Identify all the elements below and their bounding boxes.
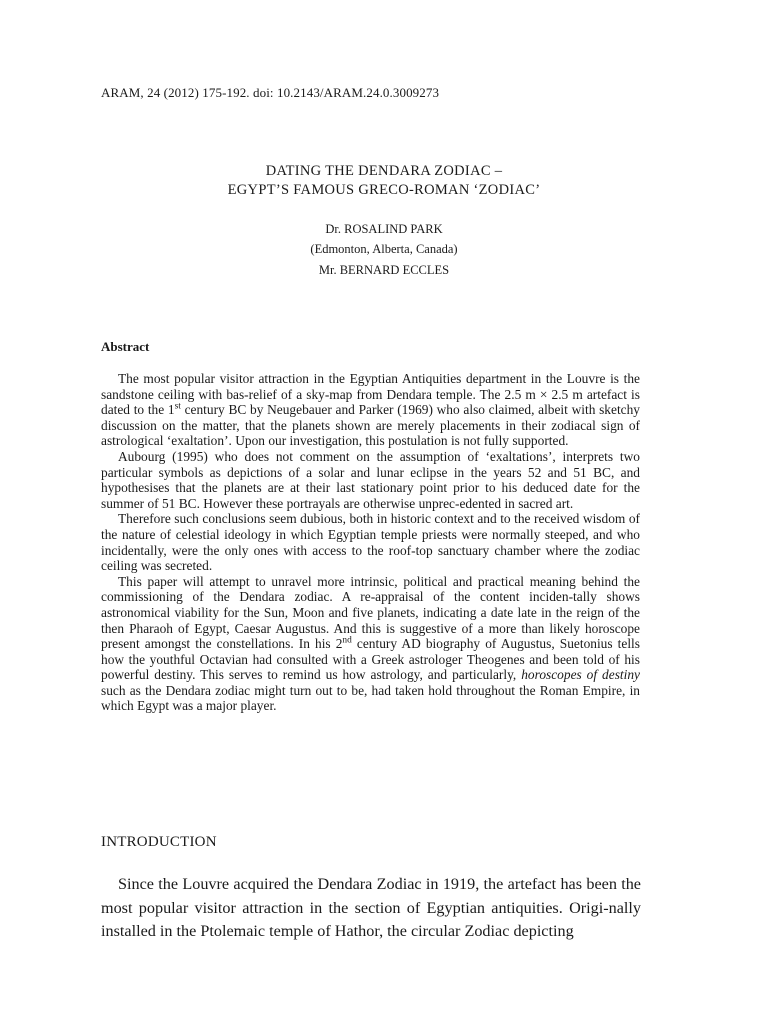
abstract-paragraph-2: Aubourg (1995) who does not comment on the assumption of ‘exaltations’, interprets two particular symbols as depictions of a solar and lunar eclipse in the years 52 and 51 BC, and hypothesises that the planets are at their last stationary point prior to his deduced date for the summer of 51 BC. However these portrayals are otherwise unprec-edented in sacred art.: [101, 448, 640, 511]
author-1: Dr. ROSALIND PARK: [325, 222, 443, 236]
abstract-p1-text-b: century BC by Neugebauer and Parker (1969) who also claimed, albeit with sketchy discussion on the matter, that the planets shown are merely placements in their zodiacal sign of astrological ‘exaltation’. Upon our investigation, this postulation is not fully supported.: [101, 402, 641, 449]
article-title-line-1: DATING THE DENDARA ZODIAC –: [265, 163, 503, 179]
journal-citation: ARAM, 24 (2012) 175-192. doi: 10.2143/ARAM.24.0.3009273: [101, 85, 440, 100]
abstract-heading: Abstract: [101, 339, 150, 354]
introduction-heading: INTRODUCTION: [101, 834, 217, 850]
introduction-body: [101, 873, 641, 944]
abstract-p4-text-a: This paper will attempt to unravel more intrinsic, political and practical meaning behind the commissioning of the Dendara zodiac. A re-appraisal of the content inciden-tally shows astronomical viability for the Sun, Moon and five planets, indicating a date late in the reign of the then Pharaoh of Egypt, Caesar Augustus. And this is suggestive of a more than likely horoscope present amongst the constellations. In his 2: [101, 573, 640, 652]
article-title-line-2: EGYPT’S FAMOUS GRECO-ROMAN ‘ZODIAC’: [227, 182, 541, 198]
abstract-p4-superscript: nd: [342, 635, 352, 646]
abstract-p4-italic: horoscopes of destiny: [521, 667, 640, 683]
abstract-paragraph-1: [101, 371, 640, 449]
abstract-p4-text-b: century AD biography of Augustus, Suetonius tells how the youthful Octavian had consulted with a Greek astrologer Theogenes and been told of his powerful destiny. This serves to remind us how astrology, and particularly,: [101, 636, 640, 683]
abstract-p1-text-a: The most popular visitor attraction in the Egyptian Antiquities department in the Louvre is the sandstone ceiling with bas-relief of a sky-map from Dendara temple. The 2.5 m × 2.5 m artefact is dated to the 1: [101, 371, 640, 418]
abstract-paragraph-4: [101, 574, 640, 714]
abstract-paragraph-3: Therefore such conclusions seem dubious, both in historic context and to the received wisdom of the nature of celestial ideology in which Egyptian temple priests were normally steeped, and who incidentally, were the only ones with access to the roof-top sanctuary chamber where the zodiac ceiling was secreted.: [101, 511, 640, 574]
abstract-body: [101, 371, 640, 714]
introduction-paragraph-1: Since the Louvre acquired the Dendara Zodiac in 1919, the artefact has been the most popular visitor attraction in the section of Egyptian antiquities. Origi-nally installed in the Ptolemaic temple of Hathor, the circular Zodiac depicting: [101, 875, 641, 940]
abstract-p4-text-c: such as the Dendara zodiac might turn out to be, had taken hold throughout the Roman Empire, in which Egypt was a major player.: [101, 682, 640, 714]
author-affiliation: (Edmonton, Alberta, Canada): [310, 242, 458, 256]
author-2: Mr. BERNARD ECCLES: [318, 263, 450, 277]
abstract-p1-superscript: st: [174, 401, 181, 412]
